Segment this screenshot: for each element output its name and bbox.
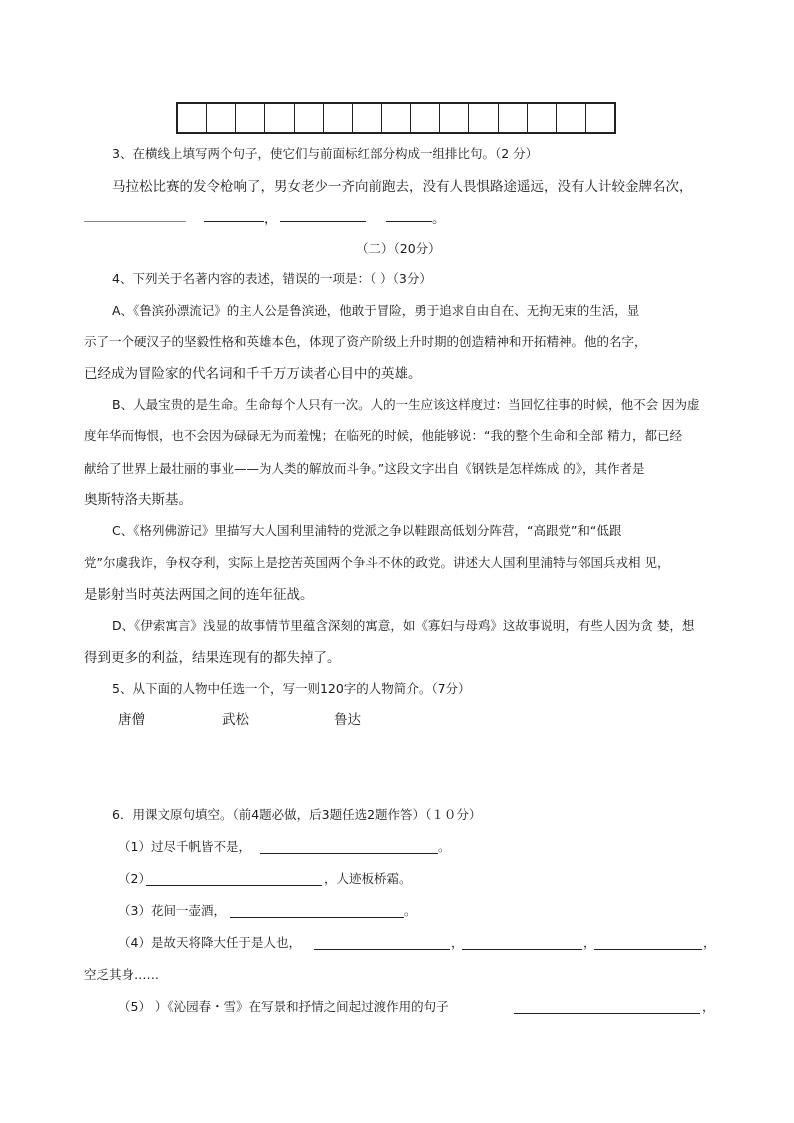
q6-item-2-end: ，人迹板桥霜。 <box>324 871 412 886</box>
q4-option-b-line: 献给了世界上最壮丽的事业——为人类的解放而斗争。”这段文字出自《钢铁是怎样炼成 的》，其作者是 <box>84 461 645 476</box>
grid-cell[interactable] <box>469 104 498 132</box>
q6-item-2: （2） <box>118 871 151 886</box>
q4-option-c-line: 党”尔虞我诈，争权夺利，实际上是挖苦英国两个争斗不休的政党。讲述大人国利里浦特与邻国兵戎相 见， <box>84 555 670 570</box>
q6-item-5-end: ， <box>702 999 715 1014</box>
q5-name: 鲁达 <box>334 712 361 728</box>
q6-item-3: （3）花间一壶酒， <box>118 903 226 918</box>
q4-option-b-line: 奥斯特洛夫斯基。 <box>84 492 192 508</box>
grid-cell[interactable] <box>557 104 586 132</box>
q6-prompt: 6．用课文原句填空。（前4题必做，后3题任选2题作答）（１０分） <box>112 807 482 822</box>
q6-blank[interactable] <box>146 884 322 886</box>
q6-blank[interactable] <box>462 948 582 950</box>
grid-cell[interactable] <box>324 104 353 132</box>
grid-cell[interactable] <box>440 104 469 132</box>
q4-option-c-line: C、《格列佛游记》里描写大人国利里浦特的党派之争以鞋跟高低划分阵营，“高跟党”和“低跟 <box>112 523 622 538</box>
q4-option-a-line: A、《鲁滨孙漂流记》的主人公是鲁滨逊，他敢于冒险，勇于追求自由自在、无拘无束的生活，显 <box>112 303 640 318</box>
q6-comma: ， <box>703 935 716 950</box>
grid-cell[interactable] <box>586 104 614 132</box>
q4-option-d-line: 得到更多的利益，结果连现有的都失掉了。 <box>84 650 341 666</box>
q6-comma: ， <box>451 935 464 950</box>
grid-cell[interactable] <box>528 104 557 132</box>
q5-prompt: 5、从下面的人物中任选一个，写一则120字的人物简介。（7分） <box>112 681 471 696</box>
q3-blank-4[interactable] <box>386 220 432 222</box>
q6-item-4-cont: 空乏其身…… <box>84 967 160 982</box>
q4-option-d-line: D、《伊索寓言》浅显的故事情节里蕴含深刻的寓意，如《寡妇与母鸡》这故事说明，有些人因为贪 婪，想 <box>112 618 695 633</box>
q6-item-5: （5） ）《沁园春・雪》在写景和抒情之间起过渡作用的句子 <box>118 999 449 1014</box>
grid-cell[interactable] <box>207 104 236 132</box>
q4-option-a-line: 已经成为冒险家的代名词和千千万万读者心目中的英雄。 <box>84 366 422 382</box>
grid-cell[interactable] <box>353 104 382 132</box>
grid-cell[interactable] <box>236 104 265 132</box>
q4-prompt: 4、下列关于名著内容的表述，错误的一项是：（ ）（3分） <box>112 271 432 286</box>
q3-comma: ， <box>264 211 278 227</box>
grid-cell[interactable] <box>178 104 207 132</box>
section-title: （二）（20分） <box>356 241 441 256</box>
q6-item-3-end: 。 <box>404 903 417 918</box>
q6-comma: ， <box>583 935 596 950</box>
q6-item-1-end: 。 <box>438 839 451 854</box>
q6-blank[interactable] <box>260 852 438 854</box>
q3-blank-3[interactable] <box>280 220 366 222</box>
q6-item-1: （1）过尽千帆皆不是， <box>118 839 251 854</box>
q3-sentence: 马拉松比赛的发令枪响了，男女老少一齐向前跑去，没有人畏惧路途遥远，没有人计较金牌名次， <box>112 179 693 195</box>
q4-option-c-line: 是影射当时英法两国之间的连年征战。 <box>84 587 314 603</box>
q4-option-a-line: 示了一个硬汉子的坚毅性格和英雄本色，体现了资产阶级上升时期的创造精神和开拓精神。他的名字， <box>84 334 647 349</box>
grid-cell[interactable] <box>295 104 324 132</box>
q5-name: 唐僧 <box>118 712 145 728</box>
q3-blank-1[interactable] <box>84 220 186 222</box>
grid-cell[interactable] <box>265 104 294 132</box>
q4-option-b-line: B、人最宝贵的是生命。生命每个人只有一次。人的一生应该这样度过：当回忆往事的时候，他不会 因为虚 <box>112 397 700 412</box>
q6-item-4: （4）是故天将降大任于是人也， <box>118 935 301 950</box>
q6-blank[interactable] <box>514 1012 700 1014</box>
q3-prompt: 3、在横线上填写两个句子，使它们与前面标红部分构成一组排比句。（2 分） <box>112 146 539 161</box>
q3-period: 。 <box>432 211 446 227</box>
q3-blank-2[interactable] <box>204 220 264 222</box>
q6-blank[interactable] <box>230 916 404 918</box>
q6-blank[interactable] <box>314 948 450 950</box>
grid-cell[interactable] <box>382 104 411 132</box>
q5-name: 武松 <box>222 712 249 728</box>
grid-cell[interactable] <box>499 104 528 132</box>
grid-cell[interactable] <box>411 104 440 132</box>
answer-grid[interactable] <box>176 102 616 134</box>
q4-option-b-line: 度年华而悔恨，也不会因为碌碌无为而羞愧；在临死的时候，他能够说：“我的整个生命和全部 精力，都已经 <box>84 428 682 443</box>
q6-blank[interactable] <box>594 948 702 950</box>
